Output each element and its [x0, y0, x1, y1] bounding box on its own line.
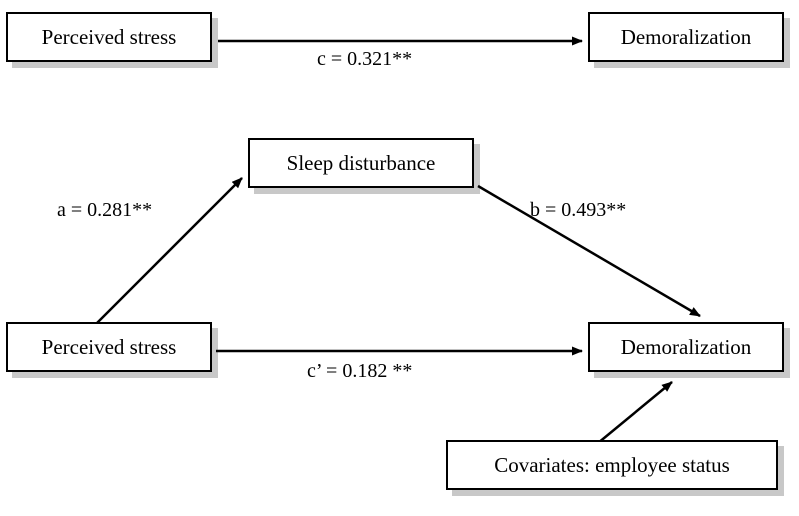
node-label: Sleep disturbance [286, 150, 436, 175]
node-label: Perceived stress [41, 334, 177, 359]
path-label-b: b = 0.493** [530, 199, 627, 221]
path-label-c-prime: c’ = 0.182 ** [307, 360, 413, 382]
node-bottom-outcome[interactable] [588, 322, 784, 372]
node-label: Demoralization [620, 334, 752, 359]
node-top-outcome[interactable] [588, 12, 784, 62]
path-label-c: c = 0.321** [317, 48, 413, 70]
edge-covariates [592, 382, 672, 448]
node-bottom-predictor[interactable] [6, 322, 212, 372]
node-covariates[interactable] [446, 440, 778, 490]
path-label-a: a = 0.281** [57, 199, 153, 221]
node-top-predictor[interactable] [6, 12, 212, 62]
node-label: Perceived stress [41, 24, 177, 49]
node-label: Demoralization [620, 24, 752, 49]
node-mediator[interactable] [248, 138, 474, 188]
node-label: Covariates: employee status [494, 452, 730, 477]
